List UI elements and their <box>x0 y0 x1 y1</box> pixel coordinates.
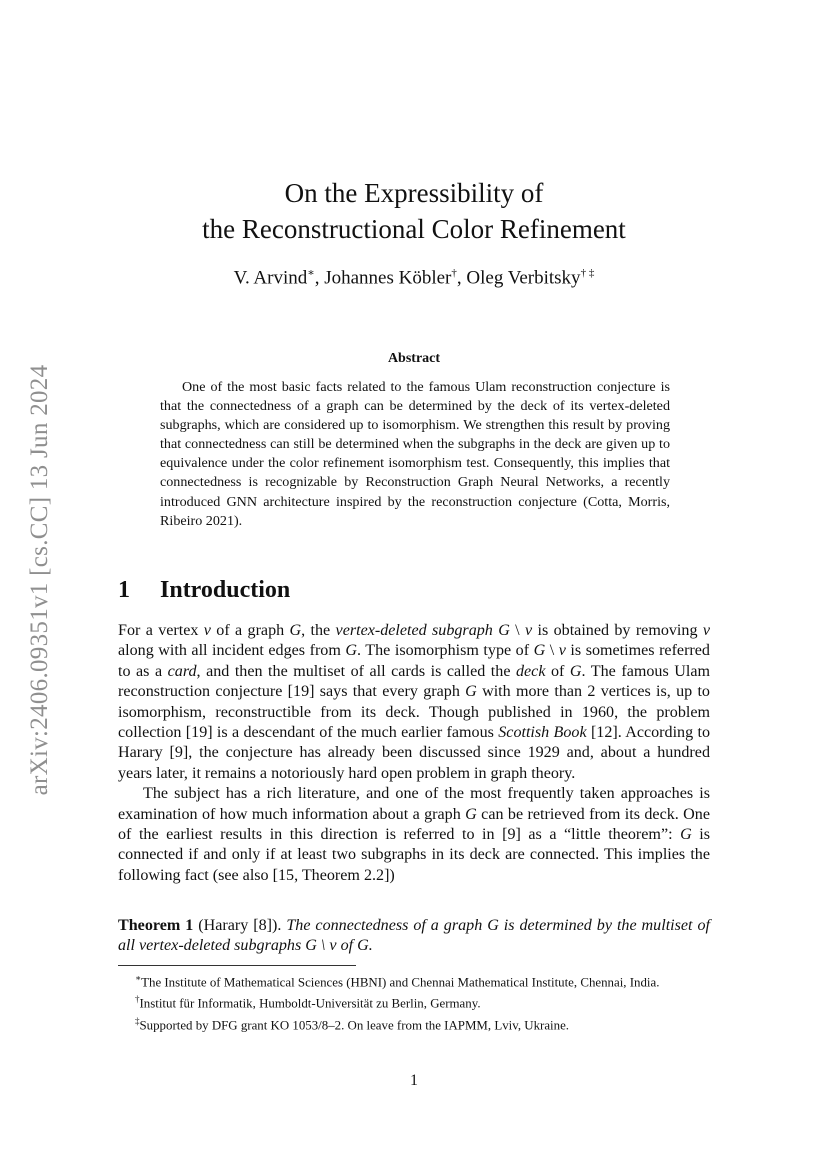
emphasized-text: v <box>558 642 566 660</box>
author-separator: , <box>314 267 325 289</box>
emphasized-text: G <box>533 642 546 660</box>
footnotes <box>118 970 710 1034</box>
emphasized-text: vertex-deleted subgraph <box>335 622 493 639</box>
title-line-1: On the Expressibility of <box>284 178 544 208</box>
author-affiliation-mark: † ‡ <box>580 267 595 279</box>
arxiv-side-stamp <box>22 340 58 820</box>
text-run: of a graph <box>210 622 290 639</box>
text-run: , the <box>301 622 336 639</box>
text-run: along with all incident edges from <box>118 642 346 660</box>
text-run: is connected if and only if at least two subgraphs in its deck are connected. This implies the following fact (see also [15, Theorem 2.2]) <box>118 826 710 884</box>
abstract-text: One of the most basic facts related to the famous Ulam reconstruction conjecture is that the connectedness of a graph can be determined by the deck of its vertex-deleted subgraphs, which are considered up to isomorphism. We strengthen this result by proving that connectedness can still be determined when the subgraphs in the deck are given up to equivalence under the color refinement isomorphism test. Consequently, this implies that connectedness is recognizable by Reconstruction Graph Neural Networks, a recently introduced GNN architecture inspired by the reconstruction conjecture (Cotta, Morris, Ribeiro 2021). <box>160 379 670 529</box>
footnote <box>118 970 710 991</box>
theorem-1 <box>118 916 710 957</box>
text-run: is obtained by removing <box>532 622 703 639</box>
author-affiliation-mark: ∗ <box>307 267 315 279</box>
abstract-heading: Abstract <box>387 351 441 366</box>
page-number: 1 <box>410 1072 418 1089</box>
text-run: The subject has a rich literature, and one of the most frequently taken approaches is examination of how much information about a graph <box>118 785 710 823</box>
section-heading <box>118 577 290 604</box>
text-run: . The famous Ulam reconstruction conjecture [19] says that every graph <box>118 662 710 701</box>
author-name: Johannes Köbler <box>324 267 452 289</box>
emphasized-text: v <box>702 622 711 639</box>
footnote-mark: ∗ <box>135 973 142 983</box>
text-run: For a vertex <box>118 622 204 639</box>
emphasized-text: G <box>465 805 477 823</box>
text-run: is sometimes referred to as a <box>118 642 710 680</box>
emphasized-text: G <box>569 662 582 680</box>
footnote <box>118 991 710 1012</box>
body-paragraph <box>118 621 710 784</box>
text-run: \ <box>545 642 559 660</box>
footnote-mark: ‡ <box>135 1015 140 1026</box>
footnote-rule <box>118 965 356 966</box>
footnote-mark: † <box>135 994 140 1005</box>
footnote-text: The Institute of Mathematical Sciences (HBNI) and Chennai Mathematical Institute, Chennai, India. <box>141 975 660 990</box>
footnote-text: Institut für Informatik, Humboldt-Universität zu Berlin, Germany. <box>139 996 481 1011</box>
theorem-statement: The connectedness of a graph G is determined by the multiset of all vertex-deleted subgraphs G \ v of G. <box>118 917 710 955</box>
paper-title <box>118 175 710 247</box>
author-separator: , <box>456 267 467 289</box>
footnote-text: Supported by DFG grant KO 1053/8–2. On leave from the IAPMM, Lviv, Ukraine. <box>139 1017 570 1032</box>
author-name: V. Arvind <box>233 267 308 289</box>
section-number: 1 <box>118 577 130 603</box>
emphasized-text: card <box>167 662 197 680</box>
text-run: [12]. According to Harary [9], the conjecture has already been discussed since 1929 and, about a hundred years later, it remains a notoriously hard open problem in graph theory. <box>118 724 710 782</box>
body-paragraph <box>118 784 710 886</box>
body-text <box>118 621 710 886</box>
author-name: Oleg Verbitsky <box>466 267 581 289</box>
footnote <box>118 1013 710 1034</box>
text-run: . The isomorphism type of <box>357 642 534 660</box>
text-run: , and then the multiset of all cards is called the <box>196 662 516 680</box>
theorem-label: Theorem 1 <box>118 917 194 934</box>
emphasized-text: G <box>345 642 358 660</box>
title-line-2: the Reconstructional Color Refinement <box>202 214 626 244</box>
emphasized-text: G <box>498 622 510 639</box>
text-run: \ <box>509 622 526 639</box>
author-affiliation-mark: † <box>451 267 457 279</box>
section-title: Introduction <box>160 577 291 603</box>
text-run: can be retrieved from its deck. One of the earliest results in this direction is referred to in [9] as a “little theorem”: <box>118 805 710 844</box>
emphasized-text: v <box>203 622 211 639</box>
text-run: with more than 2 vertices is, up to isomorphism, reconstructible from its deck. Though published in 1960, the problem collection [19] is a descendant of the much earlier famous <box>118 683 710 742</box>
text-run: of <box>545 662 570 680</box>
author-list <box>118 266 710 289</box>
theorem-attribution: (Harary [8]). <box>193 917 287 934</box>
emphasized-text: deck <box>515 662 546 680</box>
emphasized-text: G <box>465 683 477 701</box>
emphasized-text: G <box>289 622 302 639</box>
emphasized-text: v <box>525 622 533 639</box>
emphasized-text: Scottish Book <box>498 724 587 742</box>
arxiv-identifier: arXiv:2406.09351v1 [cs.CC] 13 Jun 2024 <box>26 364 53 796</box>
emphasized-text: G <box>680 826 692 844</box>
